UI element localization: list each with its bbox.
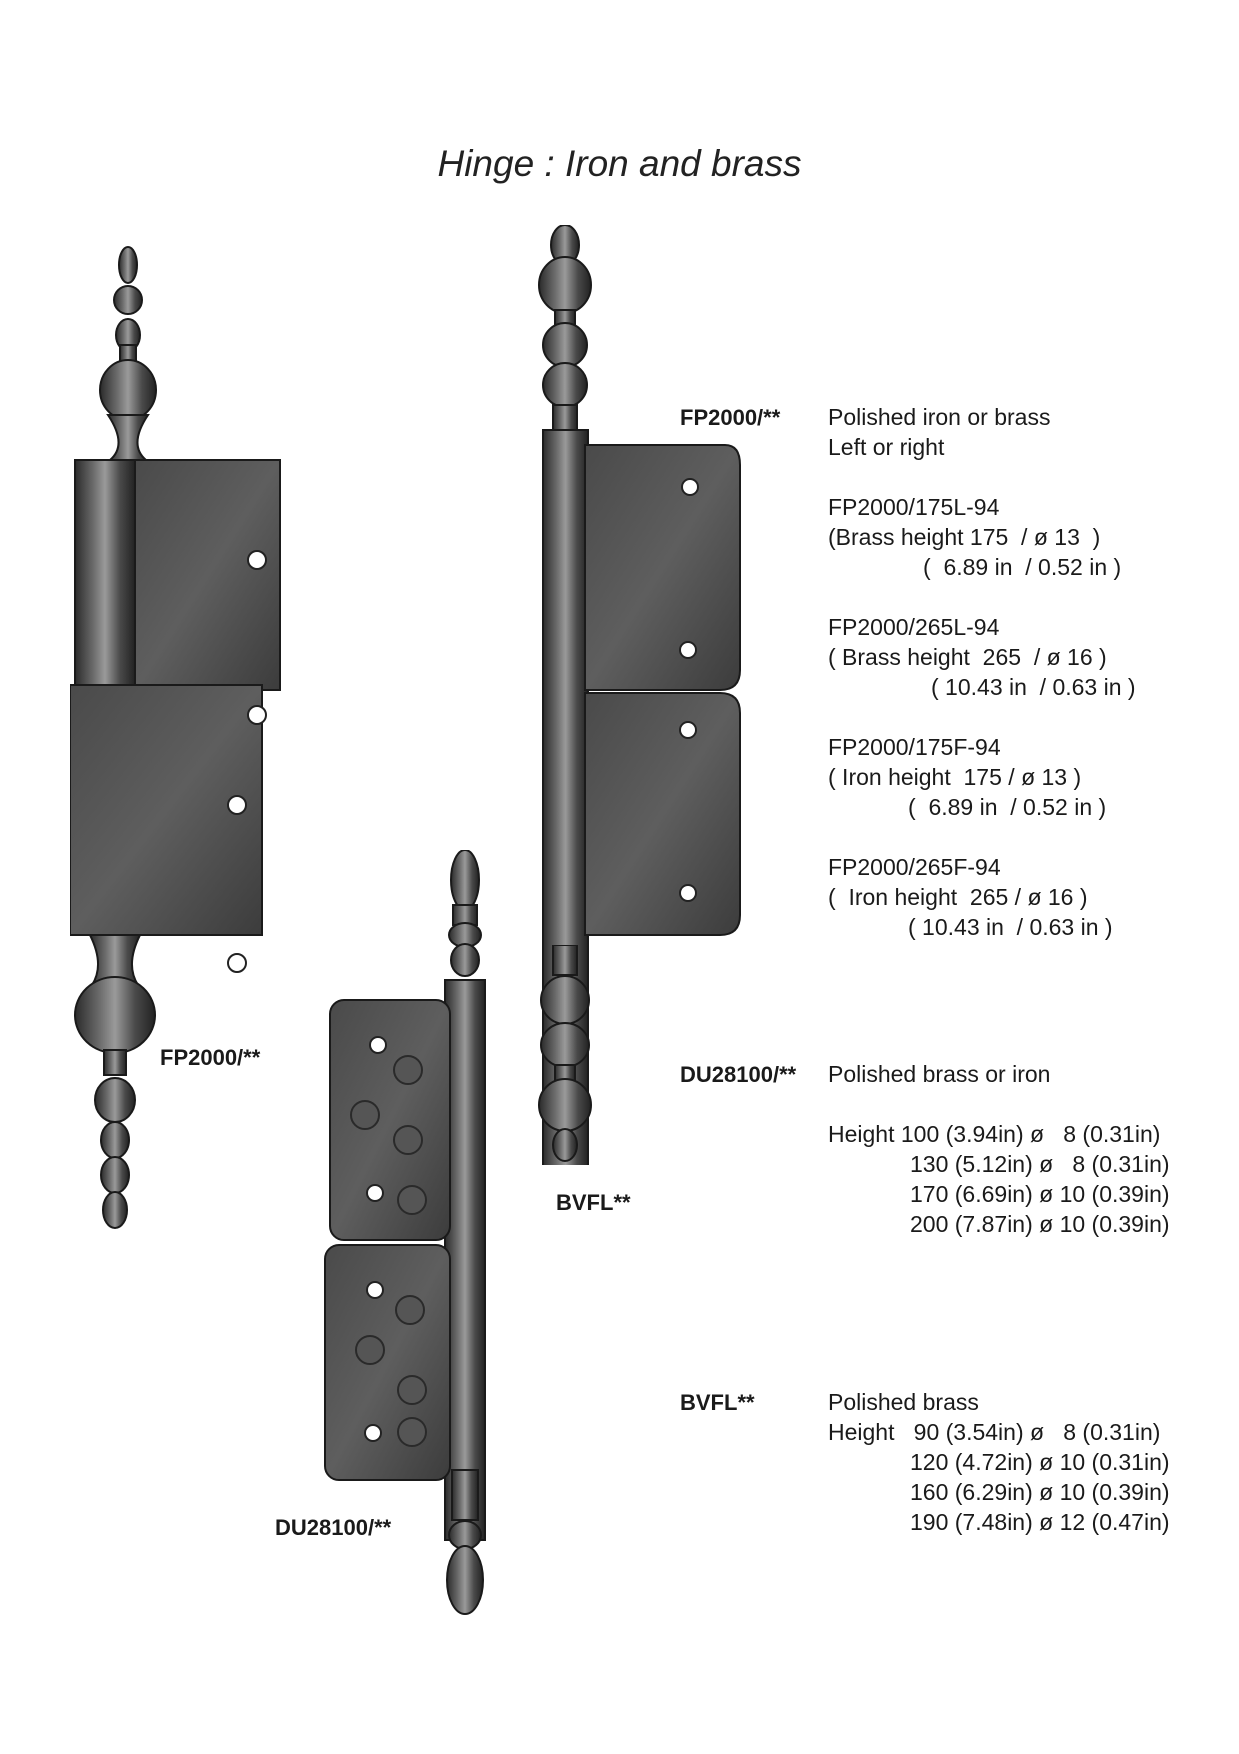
fp2000-variant-ref: FP2000/175L-94 bbox=[828, 494, 1000, 520]
du28100-hinge-image bbox=[320, 850, 520, 1630]
fp2000-variant-inches: ( 6.89 in / 0.52 in ) bbox=[923, 554, 1122, 580]
fp2000-spec-block bbox=[828, 402, 1136, 942]
bvfl-size-row: Height 90 (3.54in) ø 8 (0.31in) bbox=[828, 1419, 1161, 1445]
du28100-size-row: Height 100 (3.94in) ø 8 (0.31in) bbox=[828, 1121, 1161, 1147]
fp2000-variant-ref: FP2000/265L-94 bbox=[828, 614, 1000, 640]
fp2000-photo-label: FP2000/** bbox=[160, 1045, 261, 1070]
fp2000-spec-code: FP2000/** bbox=[680, 405, 781, 430]
du28100-size-row: 170 (6.69in) ø 10 (0.39in) bbox=[910, 1181, 1170, 1207]
fp2000-variant-inches: ( 10.43 in / 0.63 in ) bbox=[908, 914, 1113, 940]
du28100-spec-block bbox=[828, 1059, 1170, 1239]
bvfl-size-row: 190 (7.48in) ø 12 (0.47in) bbox=[910, 1509, 1170, 1535]
fp2000-variant-ref: FP2000/175F-94 bbox=[828, 734, 1001, 760]
du28100-size-row: 130 (5.12in) ø 8 (0.31in) bbox=[910, 1151, 1170, 1177]
du28100-photo-label: DU28100/** bbox=[275, 1515, 392, 1540]
bvfl-photo-label: BVFL** bbox=[556, 1190, 631, 1215]
fp2000-desc-line: Left or right bbox=[828, 434, 945, 460]
du28100-size-row: 200 (7.87in) ø 10 (0.39in) bbox=[910, 1211, 1170, 1237]
bvfl-size-row: 120 (4.72in) ø 10 (0.31in) bbox=[910, 1449, 1170, 1475]
bvfl-spec-block bbox=[828, 1387, 1170, 1537]
bvfl-spec-code: BVFL** bbox=[680, 1390, 755, 1415]
bvfl-finial-image bbox=[525, 945, 625, 1165]
fp2000-variant-size: ( Iron height 175 / ø 13 ) bbox=[828, 764, 1082, 790]
bvfl-desc: Polished brass bbox=[828, 1389, 979, 1415]
du28100-desc: Polished brass or iron bbox=[828, 1061, 1051, 1087]
fp2000-variant-inches: ( 10.43 in / 0.63 in ) bbox=[931, 674, 1136, 700]
fp2000-hinge-image bbox=[70, 245, 320, 1275]
fp2000-variant-size: ( Iron height 265 / ø 16 ) bbox=[828, 884, 1088, 910]
fp2000-variant-inches: ( 6.89 in / 0.52 in ) bbox=[908, 794, 1107, 820]
bvfl-size-row: 160 (6.29in) ø 10 (0.39in) bbox=[910, 1479, 1170, 1505]
fp2000-variant-ref: FP2000/265F-94 bbox=[828, 854, 1001, 880]
du28100-spec-code: DU28100/** bbox=[680, 1062, 797, 1087]
fp2000-variant-size: (Brass height 175 / ø 13 ) bbox=[828, 524, 1101, 550]
fp2000-desc-line: Polished iron or brass bbox=[828, 404, 1051, 430]
fp2000-variant-size: ( Brass height 265 / ø 16 ) bbox=[828, 644, 1107, 670]
page-title: Hinge : Iron and brass bbox=[437, 143, 802, 184]
